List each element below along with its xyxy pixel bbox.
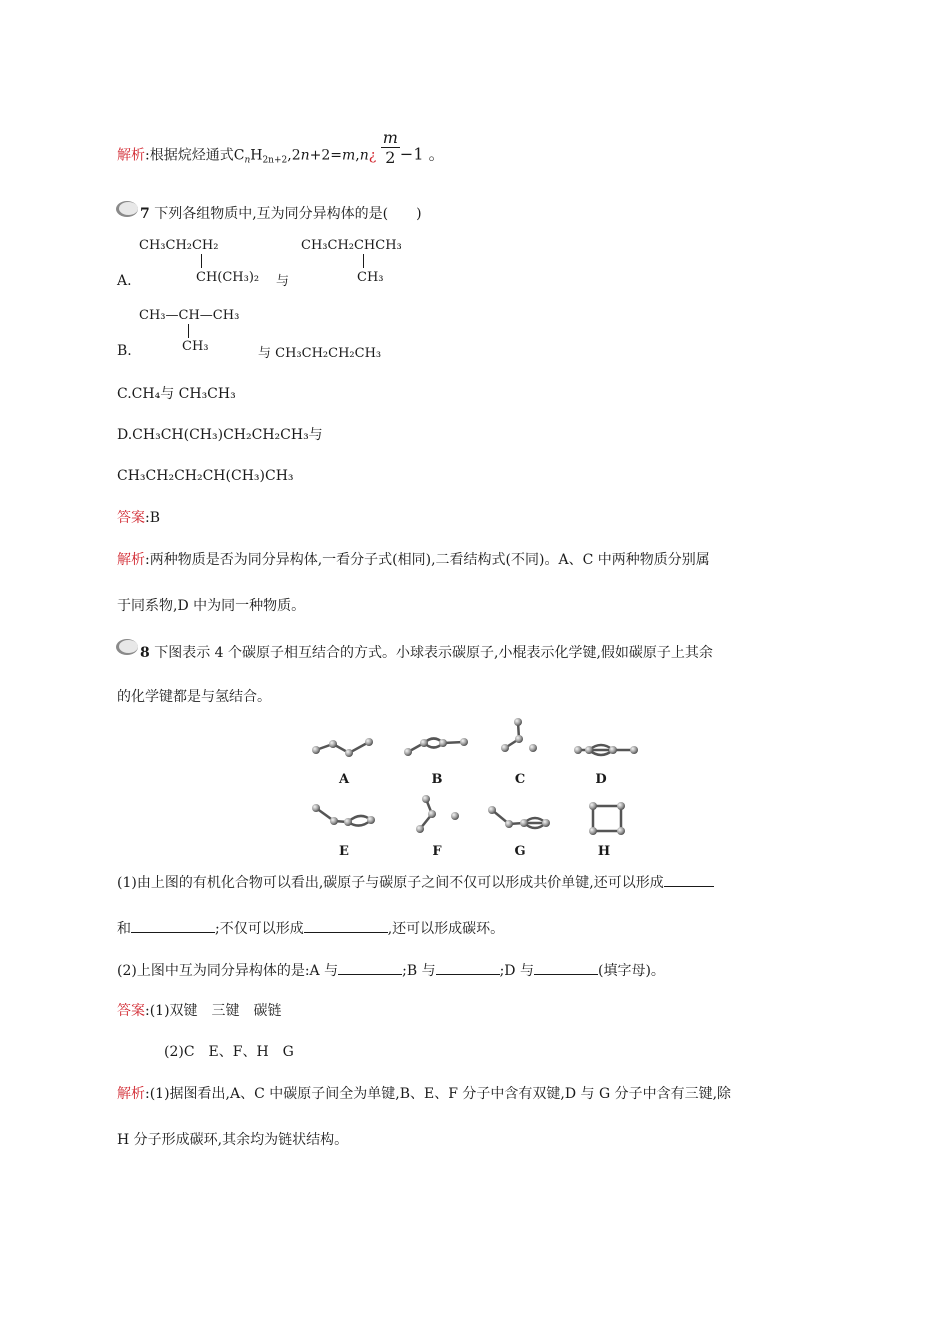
carbon-molecule-models-figure bbox=[300, 712, 650, 862]
blank-1[interactable] bbox=[664, 872, 714, 887]
q8-stem-2: 的化学键都是与氢结合。 bbox=[117, 689, 271, 705]
question-bullet-icon bbox=[116, 201, 138, 217]
q8-part2: (2)上图中互为同分异构体的是:A 与 ;B 与 ;D 与 (填字母)。 bbox=[117, 960, 665, 981]
q7-optA-right-bottom: CH₃ bbox=[357, 270, 384, 285]
q7-optD-line1: D.CH₃CH(CH₃)CH₂CH₂CH₃与 bbox=[117, 427, 323, 443]
blank-6[interactable] bbox=[534, 960, 598, 975]
q8-part1-line1: (1)由上图的有机化合物可以看出,碳原子与碳原子之间不仅可以形成共价单键,还可以形成 bbox=[117, 872, 714, 893]
q7-optC: C.CH₄与 CH₃CH₃ bbox=[117, 386, 236, 402]
molecule-label-b: B bbox=[431, 772, 443, 787]
analysis-label: 解析 bbox=[117, 147, 145, 164]
q7-optA-left-bottom: CH(CH₃)₂ bbox=[196, 270, 260, 285]
q8-part1-line2: 和 ;不仅可以形成 ,还可以形成碳环。 bbox=[117, 918, 504, 939]
q7-optA-left-top: CH₃CH₂CH₂ bbox=[139, 238, 219, 253]
molecule-label-c: C bbox=[514, 772, 526, 787]
q7-analysis-2: 于同系物,D 中为同一种物质。 bbox=[117, 598, 306, 614]
molecule-label-f: F bbox=[432, 844, 442, 859]
blank-5[interactable] bbox=[436, 960, 500, 975]
q7-optD-line2: CH₃CH₂CH₂CH(CH₃)CH₃ bbox=[117, 468, 294, 484]
molecule-label-a: A bbox=[338, 772, 350, 787]
molecule-label-h: H bbox=[597, 844, 611, 859]
q7-optA-label: A. bbox=[117, 273, 132, 289]
blank-2[interactable] bbox=[131, 918, 215, 933]
q7-optB-top: CH₃—CH—CH₃ bbox=[139, 308, 240, 323]
q7-optA-right-top: CH₃CH₂CHCH₃ bbox=[301, 238, 402, 253]
molecule-label-g: G bbox=[514, 844, 526, 859]
molecule-label-e: E bbox=[339, 844, 349, 859]
q7-optB-joiner: 与 CH₃CH₂CH₂CH₃ bbox=[258, 346, 382, 361]
molecule-label-d: D bbox=[595, 772, 607, 787]
q8-answer-2: (2)C E、F、H G bbox=[164, 1044, 294, 1060]
q7-analysis-1: 解析:两种物质是否为同分异构体,一看分子式(相同),二看结构式(不同)。A、C 中两种物质分别属 bbox=[117, 552, 710, 568]
q8-answer-1: 答案:(1)双键 三键 碳链 bbox=[117, 1003, 282, 1019]
q8-analysis-2: H 分子形成碳环,其余均为链状结构。 bbox=[117, 1132, 349, 1148]
question-bullet-icon bbox=[116, 639, 138, 655]
q7-optB-bottom: CH₃ bbox=[182, 339, 209, 354]
q7-answer: 答案:B bbox=[117, 510, 161, 526]
q8-stem-1: 8 下图表示 4 个碳原子相互结合的方式。小球表示碳原子,小棍表示化学键,假如碳原子上其余 bbox=[140, 645, 713, 661]
q6-analysis: 解析:根据烷烃通式$C_nH_{2n+2},2n+2=m,n¿$ $\frac{m}{2}$ −1 。 bbox=[117, 128, 445, 167]
q7-stem: 7 下列各组物质中,互为同分异构体的是( ) bbox=[140, 206, 422, 222]
q7-optB-label: B. bbox=[117, 343, 132, 359]
blank-3[interactable] bbox=[304, 918, 388, 933]
blank-4[interactable] bbox=[338, 960, 402, 975]
q7-optA-joiner: 与 bbox=[276, 274, 290, 289]
fraction-m-over-2: $\frac{m}{2}$ bbox=[382, 128, 398, 167]
q8-analysis-1: 解析:(1)据图看出,A、C 中碳原子间全为单键,B、E、F 分子中含有双键,D 与 G 分子中含有三键,除 bbox=[117, 1086, 732, 1102]
